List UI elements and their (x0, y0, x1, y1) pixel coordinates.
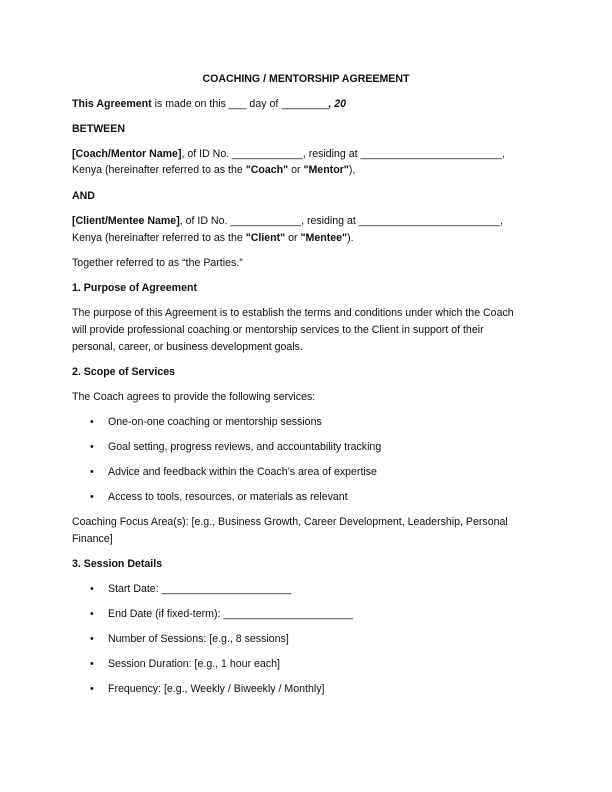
bullet-icon: • (90, 466, 94, 478)
intro-bold: This Agreement (72, 98, 152, 110)
coach-line-2 (72, 164, 355, 177)
bullet-icon: • (90, 416, 94, 428)
coach-term-1: "Coach" (245, 164, 289, 176)
intro-text: is made on this ___ day of ________ (151, 98, 329, 110)
client-name: [Client/Mentee Name] (72, 215, 180, 227)
together-line: Together referred to as “the Parties.” (72, 257, 243, 269)
focus-area-line: Coaching Focus Area(s): [e.g., Business Growth, Career Development, Leadership, Personal (72, 516, 508, 528)
list-item: Number of Sessions: [e.g., 8 sessions] (108, 633, 289, 645)
bullet-icon: • (90, 658, 94, 670)
list-item: Session Duration: [e.g., 1 hour each] (108, 658, 280, 670)
list-item: Frequency: [e.g., Weekly / Biweekly / Monthly] (108, 683, 325, 695)
bullet-icon: • (90, 683, 94, 695)
intro-line (72, 98, 346, 111)
document-title: COACHING / MENTORSHIP AGREEMENT (202, 73, 410, 85)
client-line-2 (72, 232, 354, 245)
client-line2-pre: Kenya (hereinafter referred to as the (72, 232, 246, 244)
between-heading: BETWEEN (72, 123, 125, 135)
list-item: End Date (if fixed-term): ______________________ (108, 608, 354, 620)
and-heading: AND (72, 190, 95, 202)
section1-line: The purpose of this Agreement is to establish the terms and conditions under which the Coach (72, 307, 514, 319)
intro-year: , 20 (328, 98, 347, 110)
section2-heading: 2. Scope of Services (72, 366, 176, 378)
section1-heading: 1. Purpose of Agreement (72, 282, 197, 294)
list-item: Access to tools, resources, or materials as relevant (108, 491, 348, 503)
section2-intro: The Coach agrees to provide the following services: (72, 391, 316, 403)
client-term-2: "Mentee" (300, 232, 348, 244)
bullet-icon: • (90, 583, 94, 595)
coach-or: or (288, 164, 304, 176)
bullet-icon: • (90, 633, 94, 645)
client-term-1: "Client" (245, 232, 286, 244)
list-item: One-on-one coaching or mentorship sessions (108, 416, 322, 428)
coach-line1-rest: , of ID No. ____________, residing at ________________________, (181, 148, 505, 160)
coach-line2-pre: Kenya (hereinafter referred to as the (72, 164, 246, 176)
list-item: Advice and feedback within the Coach’s area of expertise (108, 466, 377, 478)
bullet-icon: • (90, 441, 94, 453)
client-line2-post: ). (347, 232, 354, 244)
section1-line: personal, career, or business development goals. (72, 341, 303, 353)
coach-term-2: "Mentor" (303, 164, 349, 176)
section3-heading: 3. Session Details (72, 558, 163, 570)
coach-line2-post: ), (348, 164, 356, 176)
focus-area-line: Finance] (72, 533, 113, 545)
client-or: or (285, 232, 301, 244)
coach-name: [Coach/Mentor Name] (72, 148, 182, 160)
bullet-icon: • (90, 608, 94, 620)
coach-line-1 (72, 148, 505, 161)
client-line1-rest: , of ID No. ____________, residing at ________________________, (179, 215, 504, 227)
list-item: Goal setting, progress reviews, and accountability tracking (108, 441, 382, 453)
list-item: Start Date: ______________________ (108, 583, 292, 595)
client-line-1 (72, 215, 503, 228)
section1-line: will provide professional coaching or mentorship services to the Client in support of their (72, 324, 484, 336)
bullet-icon: • (90, 491, 94, 503)
